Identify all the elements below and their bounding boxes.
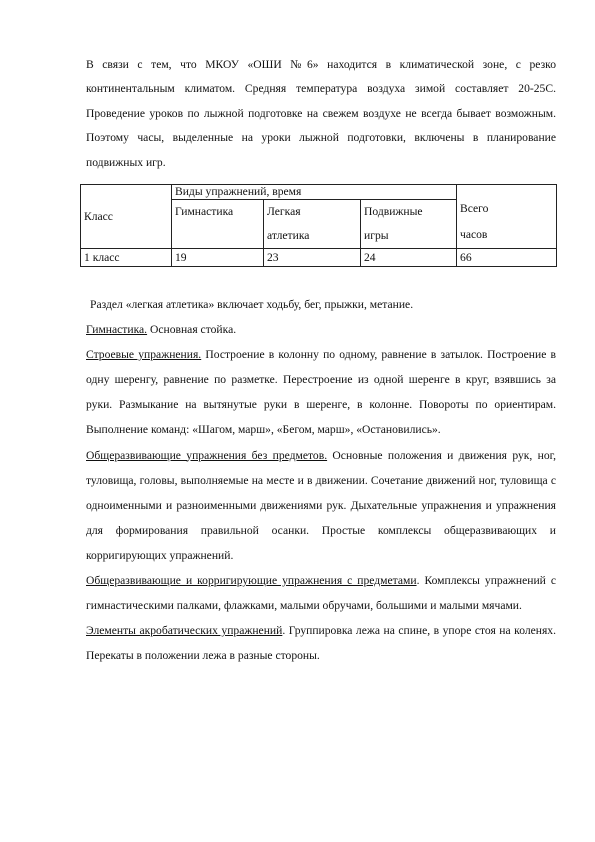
gymnastics-header: Гимнастика	[175, 205, 234, 218]
group-header: Виды упражнений, время	[175, 185, 302, 198]
total-header-line1: Всего	[460, 202, 489, 215]
table-header-row	[81, 185, 557, 200]
drill-text: Построение в колонну по одному, равнение в затылок. Построение в одну шеренгу, равнение по разметке. Перестроение из одной шеренге в круг, взявшись за руки. Размыкание на вытянутые руки в шеренге, в колонне. Повороты по ориентирам. Выполнение команд: «Шагом, марш», «Бегом, марш», «Остановились».	[86, 348, 556, 437]
acrobatics-paragraph	[86, 618, 556, 668]
table-row	[81, 249, 557, 267]
gymnastics-header-cell	[172, 200, 264, 249]
row-total-cell: 66	[457, 249, 557, 267]
games-header-line1: Подвижные	[364, 205, 423, 218]
acrobatics-text: . Группировка лежа на спине, в упоре стоя на коленях. Перекаты в положении лежа в разные стороны.	[86, 624, 557, 663]
objects-exercises-heading: Общеразвивающие и корригирующие упражнения с предметами	[86, 574, 417, 588]
class-header-cell	[81, 185, 172, 249]
total-header-cell	[457, 185, 557, 249]
general-exercises-paragraph	[86, 443, 556, 568]
total-header-line2: часов	[460, 228, 488, 241]
row-athletics-cell: 23	[264, 249, 361, 267]
acrobatics-heading: Элементы акробатических упражнений	[86, 624, 283, 638]
gymnastics-text: Основная стойка.	[147, 323, 237, 337]
row-class-cell: 1 класс	[81, 249, 172, 267]
group-header-cell	[172, 185, 457, 200]
athletics-header-cell	[264, 200, 361, 249]
athletics-intro: Раздел «легкая атлетика» включает ходьбу, бег, прыжки, метание.	[90, 298, 414, 311]
games-header-cell	[361, 200, 457, 249]
gymnastics-heading: Гимнастика.	[86, 323, 148, 337]
drill-heading: Строевые упражнения.	[86, 348, 202, 362]
games-header-line2: игры	[364, 229, 389, 242]
row-gymnastics-cell: 19	[172, 249, 264, 267]
general-exercises-heading: Общеразвивающие упражнения без предметов.	[86, 448, 328, 462]
objects-exercises-text: . Комплексы упражнений с гимнастическими палками, флажками, малыми обручами, большими и малыми мячами.	[86, 574, 556, 613]
intro-paragraph: В связи с тем, что МКОУ «ОШИ №6» находится в климатической зоне, с резко континентальным климатом. Средняя температура воздуха зимой составляет 20-25С. Проведение уроков по лыжной подготовке на свежем воздухе не всегда бывает возможным. Поэтому часы, выделенные на уроки лыжной подготовки, включены в планирование подвижных игр.	[86, 58, 556, 169]
hours-table	[80, 184, 557, 267]
athletics-header-line1: Легкая	[267, 205, 301, 218]
objects-exercises-paragraph	[86, 568, 556, 618]
class-header: Класс	[84, 209, 113, 223]
gymnastics-paragraph	[86, 317, 556, 342]
row-games-cell: 24	[361, 249, 457, 267]
athletics-header-line2: атлетика	[267, 229, 310, 242]
general-exercises-text: Основные положения и движения рук, ног, туловища, головы, выполняемые на месте и в движении. Сочетание движений ног, туловища с одноименными и разноименными движениями рук. Дыхательные упражнения и упражнения для формирования правильной осанки. Простые комплексы общеразвивающих и корригирующих упражнений.	[86, 448, 556, 562]
program-content	[86, 292, 556, 668]
drill-paragraph	[86, 342, 556, 442]
